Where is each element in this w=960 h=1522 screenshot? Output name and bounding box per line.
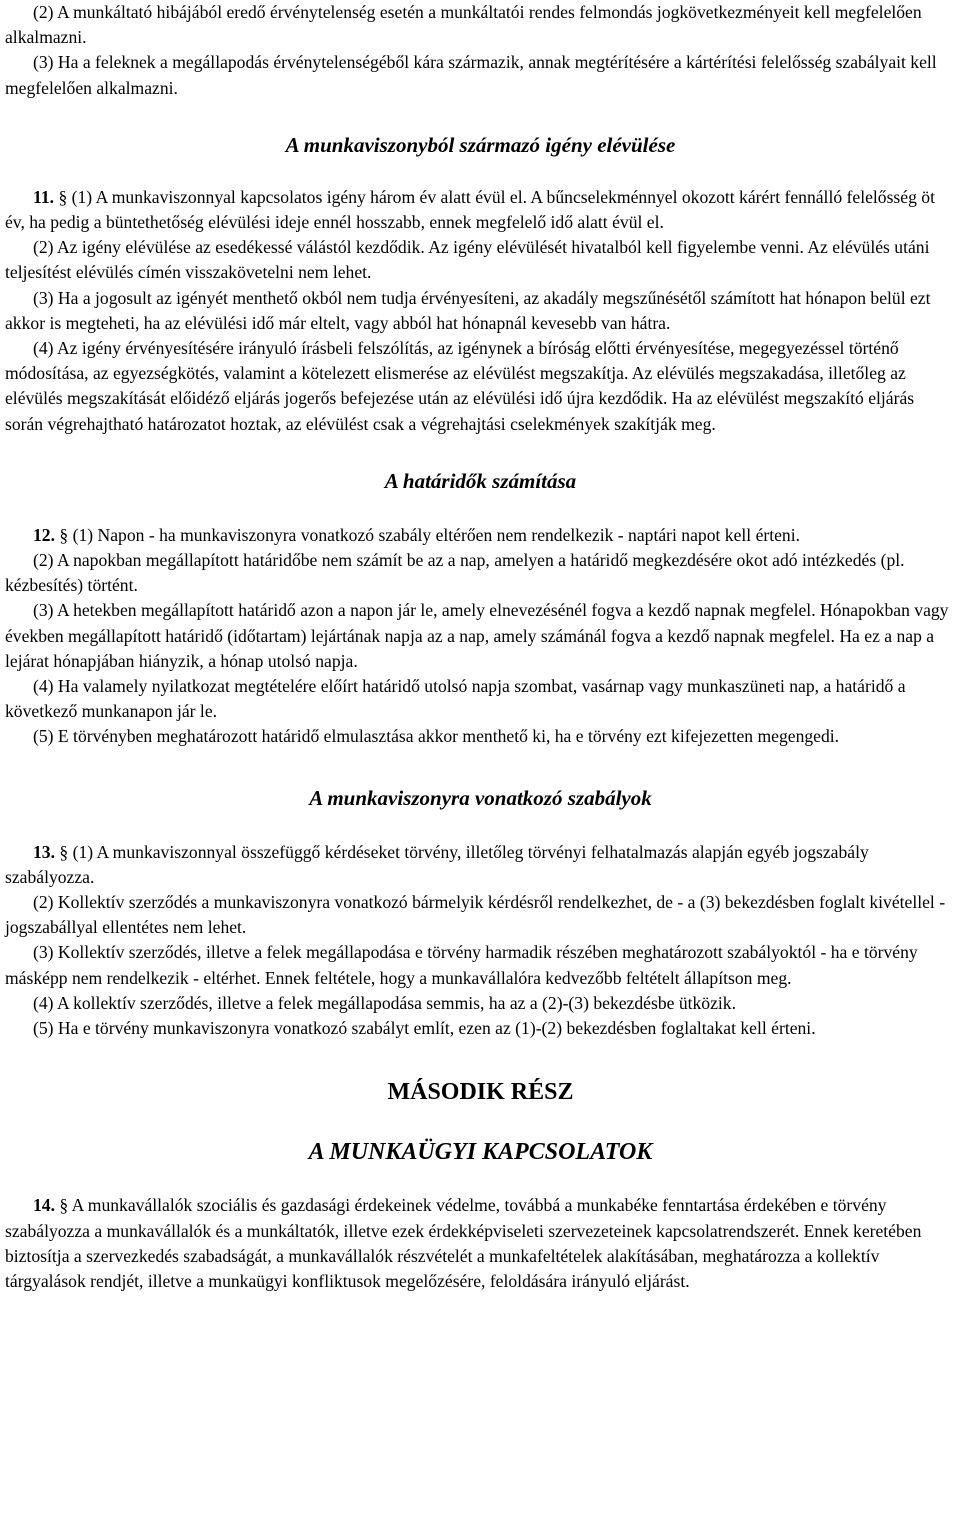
section-title-13: A munkaviszonyra vonatkozó szabályok (309, 785, 652, 810)
section-13-para-4: (4) A kollektív szerződés, illetve a felek megállapodása semmis, ha az a (2)-(3) bekezdésbe ütközik. (33, 992, 736, 1013)
section-12-para-2: (2) A napokban megállapított határidőbe nem számít be az a nap, amelyen a határidő megkezdésére okot adó intézkedés (pl. kézbesítés) történt. (5, 550, 905, 596)
section-11-para-3: (3) Ha a jogosult az igényét menthető okból nem tudja érvényesíteni, az akadály megszűnésétől számított hat hónapon belül ezt akkor is megteheti, ha az elévülési idő már eltelt, vagy abból hat hónapnál kevesebb van hátra. (5, 287, 931, 333)
chapter-title: A MUNKAÜGYI KAPCSOLATOK (308, 1139, 653, 1166)
section-11-para-1-text: § (1) A munkaviszonnyal kapcsolatos igény három év alatt évül el. A bűncselekménnyel okozott kárért fennálló felelősség öt év, ha pedig a büntethetőség elévülési ideje ennél hosszabb, ennek megfelelő idő alatt évül el. (5, 186, 935, 233)
section-14-para-1-text: § A munkavállalók szociális és gazdasági érdekeinek védelme, továbbá a munkabéke fenntartása érdekében e törvény szabályozza a munkavállalók és a munkáltatók, illetve ezek érdekképviseleti szervezeteinek kapcsolatrendszerét. Ennek keretében biztosítja a szervezkedés szabadságát, a munkavállalók részvételét a munkafeltételek alakításában, meghatározza a kollektív tárgyalások rendjét, illetve a munkaügyi konfliktusok megelőzésére, feloldására irányuló eljárást. (5, 1195, 922, 1291)
section-11-para-2: (2) Az igény elévülése az esedékessé válástól kezdődik. Az igény elévülését hivatalból kell figyelembe venni. Az elévülés utáni teljesítést elévülés címén visszakövetelni nem lehet. (5, 237, 930, 283)
section-13-para-1-text: § (1) A munkaviszonnyal összefüggő kérdéseket törvény, illetőleg törvényi felhatalmazás alapján egyéb jogszabály szabályozza. (5, 841, 869, 887)
section-12-para-1-text: § (1) Napon - ha munkaviszonyra vonatkozó szabály eltérően nem rendelkezik - naptári napot kell érteni. (59, 524, 801, 545)
section-number-13: 13. (33, 841, 55, 862)
section-13-para-3: (3) Kollektív szerződés, illetve a felek megállapodása e törvény harmadik részében meghatározott szabályoktól - ha e törvény másképp nem rendelkezik - eltérhet. Ennek feltétele, hogy a munkavállalóra kedvezőbb feltételt állapítson meg. (5, 942, 918, 988)
section-12-para-1 (5, 523, 956, 548)
section-12-para-4: (4) Ha valamely nyilatkozat megtételére előírt határidő utolsó napja szombat, vasárnap vagy munkaszüneti nap, a határidő a következő munkanapon jár le. (5, 676, 906, 722)
section-title-11: A munkaviszonyból származó igény elévülése (285, 132, 676, 157)
section-14-para-1 (5, 1193, 956, 1294)
section-number-11: 11. (33, 186, 55, 207)
section-11-para-4: (4) Az igény érvényesítésére irányuló írásbeli felszólítás, az igénynek a bíróság előtti érvényesítése, megegyezéssel történő módosítása, az egyezségkötés, valamint a kötelezett elismerése az elévülést megszakítja. Az elévülés megszakadása, illetőleg az elévülés megszakítását előidéző eljárás jogerős befejezése után az elévülési idő újra kezdődik. Ha az elévülést megszakító eljárás során végrehajtható határozatot hoztak, az elévülést csak a végrehajtási cselekmények szakítják meg. (5, 338, 915, 434)
section-13-para-2: (2) Kollektív szerződés a munkaviszonyra vonatkozó bármelyik kérdésről rendelkezhet, de - a (3) bekezdésben foglalt kivétellel - jogszabállyal ellentétes nem lehet. (5, 892, 946, 938)
section-13-para-5: (5) Ha e törvény munkaviszonyra vonatkozó szabályt említ, ezen az (1)-(2) bekezdésben foglaltakat kell érteni. (33, 1018, 816, 1039)
section-11-para-1 (5, 185, 956, 235)
paragraph-prev-3: (3) Ha a feleknek a megállapodás érvénytelenségéből kára származik, annak megtérítésére a kártérítési felelősség szabályait kell megfelelően alkalmazni. (5, 52, 937, 98)
section-title-12: A határidők számítása (384, 468, 577, 493)
part-title: MÁSODIK RÉSZ (387, 1079, 574, 1106)
section-12-para-5: (5) E törvényben meghatározott határidő elmulasztása akkor menthető ki, ha e törvény ezt kifejezetten megengedi. (33, 726, 840, 747)
paragraph-prev-2: (2) A munkáltató hibájából eredő érvénytelenség esetén a munkáltatói rendes felmondás jogkövetkezményeit kell megfelelően alkalmazni. (5, 2, 922, 48)
section-12-para-3: (3) A hetekben megállapított határidő azon a napon jár le, amely elnevezésénél fogva a kezdő napnak megfelel. Hónapokban vagy években megállapított határidő (időtartam) lejártának napja az a nap, amely számánál fogva a kezdő napnak megfelel. Ha ez a nap a lejárat hónapjában hiányzik, a hónap utolsó napja. (5, 600, 949, 671)
section-number-12: 12. (33, 524, 55, 545)
section-13-para-1 (5, 840, 956, 890)
section-number-14: 14. (33, 1195, 55, 1216)
